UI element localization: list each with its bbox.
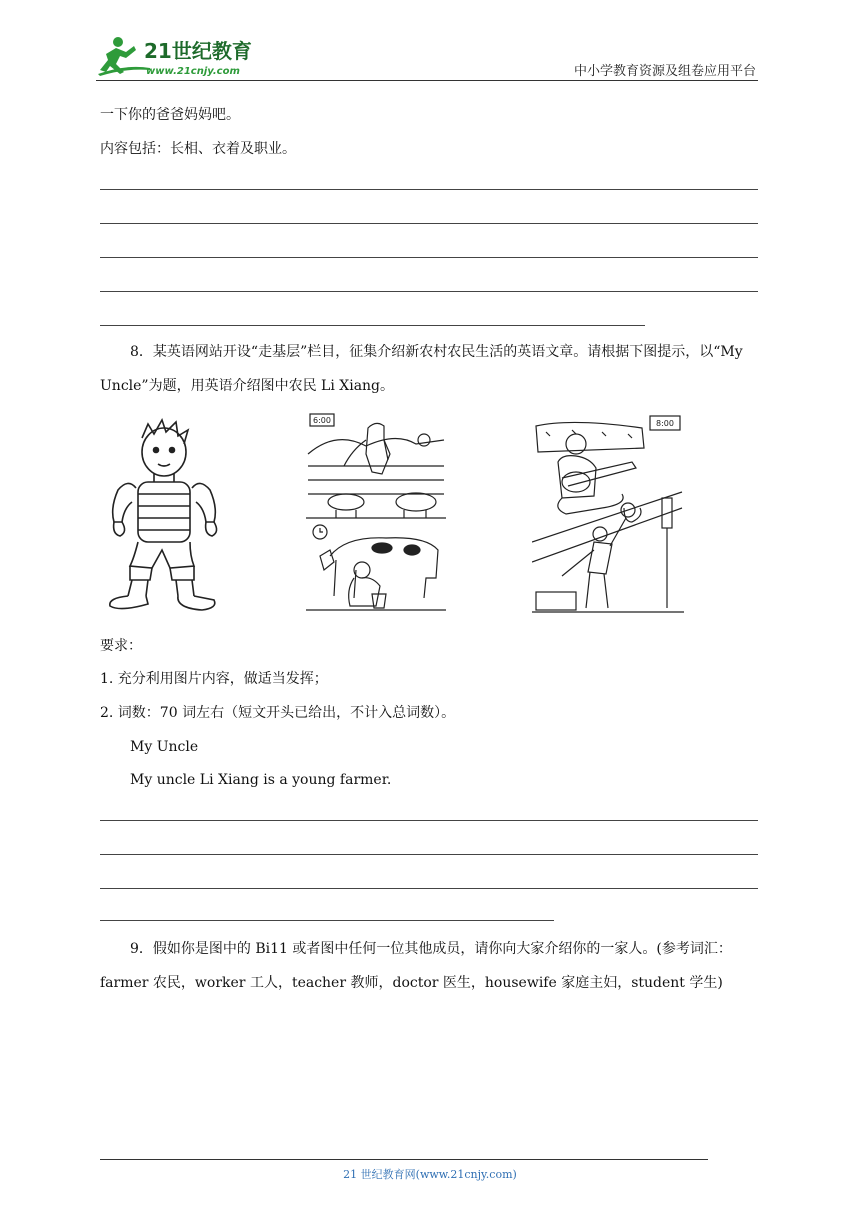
footer-divider: [100, 1159, 708, 1160]
runner-logo-icon: [98, 37, 150, 76]
leisure-image: [532, 412, 684, 616]
footer-link[interactable]: 21 世纪教育网(www.21cnjy.com): [343, 1168, 517, 1181]
essay-title: My Uncle: [130, 739, 199, 755]
answer-line: [100, 257, 758, 258]
answer-line: [100, 223, 758, 224]
header-divider: [96, 80, 758, 81]
q9-line2: farmer 农民，worker 工人，teacher 教师，doctor 医生，housewife 家庭主妇，student 学生): [100, 975, 723, 991]
essay-start: My uncle Li Xiang is a young farmer.: [130, 772, 392, 788]
answer-line: [100, 291, 758, 292]
q8-line1: 8．某英语网站开设“走基层”栏目，征集介绍新农村农民生活的英语文章。请根据下图提示，以“My: [130, 344, 743, 360]
s7-line2: 内容包括：长相、衣着及职业。: [100, 141, 296, 157]
answer-line: [100, 920, 554, 921]
s7-line1: 一下你的爸爸妈妈吧。: [100, 107, 240, 123]
requirements-title: 要求：: [100, 638, 142, 654]
logo-main-text: 21世纪教育: [144, 39, 252, 63]
clock-label-bottom: 8:00: [656, 419, 674, 428]
logo-url-text: www.21cnjy.com: [146, 66, 240, 77]
answer-line: [100, 888, 758, 889]
platform-label: 中小学教育资源及组卷应用平台: [573, 64, 756, 79]
q8-line2: Uncle”为题，用英语介绍图中农民 Li Xiang。: [100, 378, 395, 394]
answer-line: [100, 854, 758, 855]
uncle-portrait-image: [104, 418, 222, 614]
requirement-1: 1. 充分利用图片内容，做适当发挥；: [100, 671, 328, 687]
requirement-2: 2. 词数：70 词左右（短文开头已给出，不计入总词数）。: [100, 705, 456, 721]
clock-label-top: 6:00: [313, 416, 331, 425]
answer-line: [100, 820, 758, 821]
answer-line: [100, 325, 645, 326]
farm-work-image: [306, 410, 446, 615]
answer-line: [100, 189, 758, 190]
site-logo: [96, 34, 266, 78]
q9-line1: 9．假如你是图中的 Bi11 或者图中任何一位其他成员，请你向大家介绍你的一家人。(参考词汇：: [130, 941, 732, 957]
